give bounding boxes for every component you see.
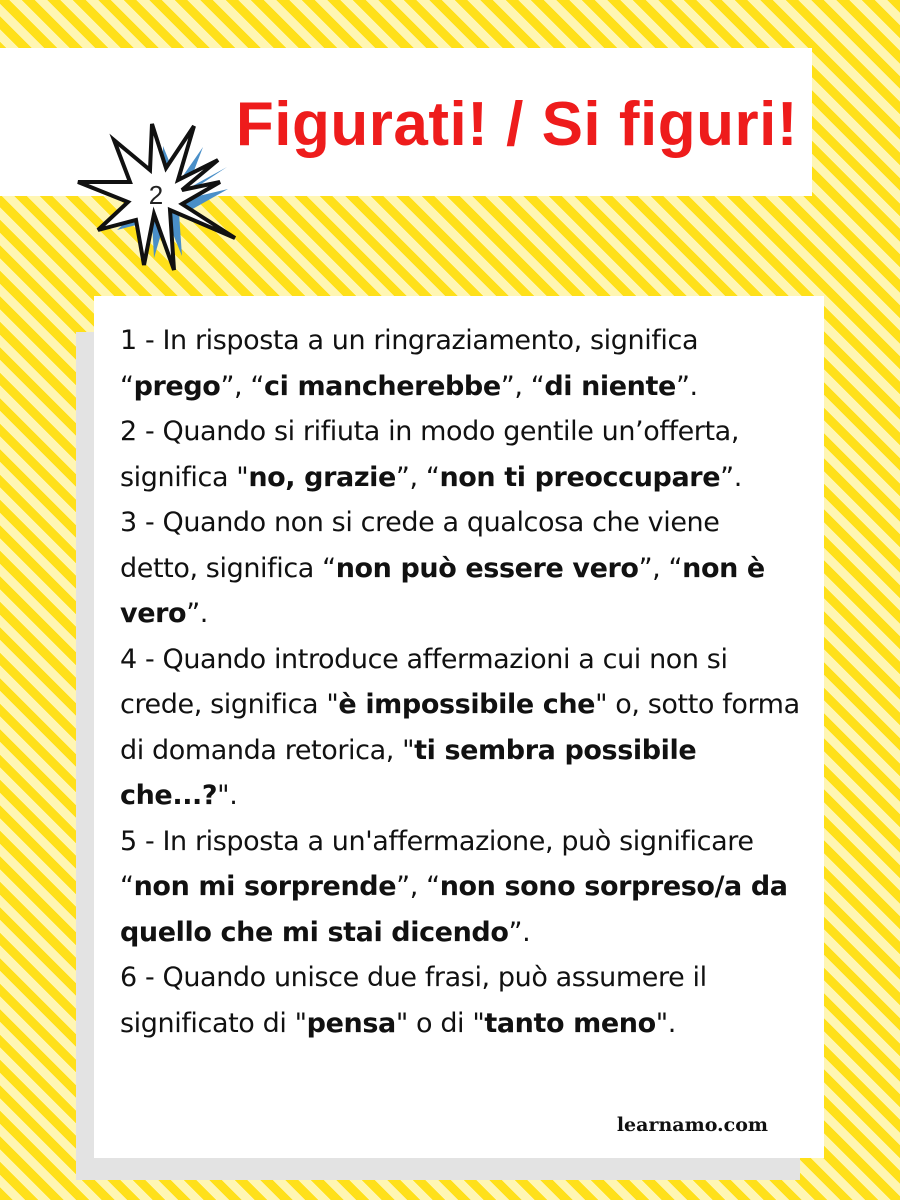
meaning-keyword: non può essere vero (335, 552, 639, 584)
meaning-keyword: è impossibile che (338, 689, 596, 720)
meaning-text: ". (655, 1007, 676, 1039)
meaning-text: 2 - Quando si rifiuta in modo gentile un’offerta, significa " (120, 416, 740, 493)
meaning-keyword: non è vero (120, 552, 765, 629)
meaning-keyword: tanto meno (484, 1007, 656, 1039)
meaning-text: ”. (508, 916, 531, 948)
meaning-keyword: no, grazie (248, 461, 396, 493)
meaning-item (120, 318, 800, 409)
meaning-keyword: di niente (544, 370, 676, 402)
meaning-text: ”, “ (396, 871, 440, 902)
starburst-badge (70, 120, 250, 280)
meaning-keyword: ti sembra possibile che...? (120, 734, 697, 811)
meaning-text: ”. (186, 598, 208, 629)
meaning-keyword: pensa (306, 1007, 396, 1039)
meaning-item (120, 500, 800, 637)
meaning-keyword: prego (133, 370, 221, 402)
content-card (94, 296, 824, 1158)
meaning-text: 1 - In risposta a un ringraziamento, significa “ (120, 325, 699, 402)
meaning-text: ”. (675, 370, 698, 402)
meaning-text: ”, “ (395, 461, 440, 493)
meaning-keyword: ci mancherebbe (263, 370, 501, 402)
meaning-text: ”, “ (220, 370, 264, 402)
meaning-text: ”, “ (500, 370, 545, 402)
meaning-keyword: non mi sorprende (133, 871, 397, 902)
meaning-item (120, 819, 800, 956)
badge-number: 2 (148, 179, 164, 210)
meaning-item (120, 637, 800, 819)
meaning-text: ". (217, 780, 238, 811)
meanings-list (120, 318, 800, 1046)
meaning-item (120, 409, 800, 500)
site-credit: learnamo.com (616, 1114, 768, 1136)
meaning-text: 4 - Quando introduce affermazioni a cui non si crede, significa " (120, 643, 728, 720)
meaning-text: " o di " (395, 1007, 485, 1039)
meaning-text: 3 - Quando non si crede a qualcosa che viene detto, significa “ (120, 507, 720, 584)
meaning-text: ”, “ (638, 552, 683, 584)
meaning-keyword: non sono sorpreso/a da quello che mi stai dicendo (120, 871, 788, 948)
page-title: Figurati! / Si figuri! (235, 90, 798, 159)
meaning-text: ”. (720, 461, 742, 493)
meaning-text: 5 - In risposta a un'affermazione, può significare “ (120, 825, 754, 902)
meaning-item (120, 955, 800, 1046)
meaning-text: " o, sotto forma di domanda retorica, " (120, 689, 800, 766)
meaning-text: 6 - Quando unisce due frasi, può assumere il significato di " (120, 962, 707, 1039)
meaning-keyword: non ti preoccupare (439, 461, 721, 493)
